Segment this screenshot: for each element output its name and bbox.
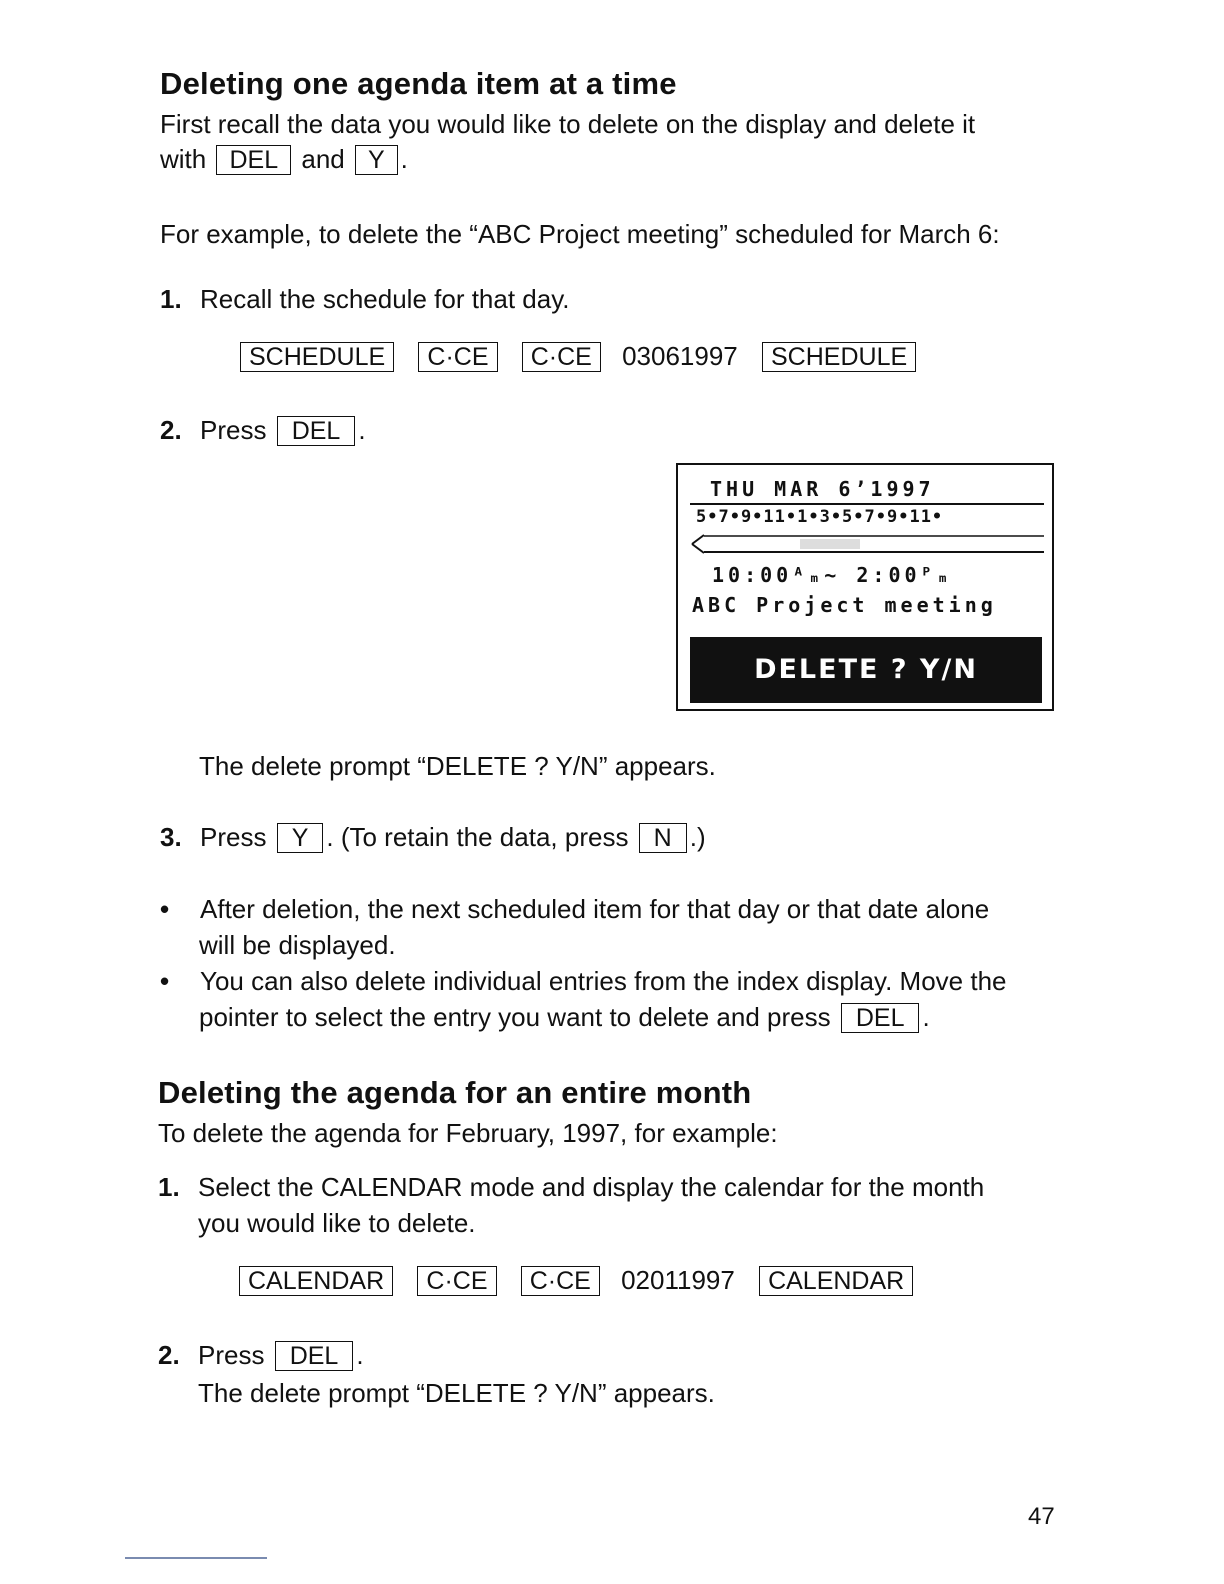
section-heading-delete-one: Deleting one agenda item at a time (160, 66, 677, 101)
bullet-2 (160, 963, 1006, 999)
bullet-2-line-2: pointer to select the entry you want to delete and press (199, 1002, 831, 1032)
period: . (922, 1002, 930, 1032)
key-schedule: SCHEDULE (240, 342, 394, 372)
bullet-2-line-1: You can also delete individual entries from the index display. Move the (200, 966, 1007, 996)
section2-step-1 (158, 1169, 984, 1205)
key-cce: C·CE (522, 342, 601, 372)
page-number: 47 (1028, 1503, 1055, 1530)
step-3-end: .) (689, 822, 706, 852)
period: . (356, 1340, 364, 1370)
intro-line-1: First recall the data you would like to delete on the display and delete it (160, 109, 976, 139)
lcd-time-line: 10:00ᴬₘ~ 2:00ᴾₘ (712, 563, 953, 587)
intro-with: with (160, 144, 207, 174)
bullet-2-line-2-row (199, 999, 930, 1035)
date-entry: 03061997 (622, 341, 738, 371)
key-calendar: CALENDAR (239, 1266, 393, 1296)
step-3-number: 3. (160, 822, 182, 852)
section2-step-1-line-1: Select the CALENDAR mode and display the calendar for the month (198, 1172, 985, 1202)
step-2-press: Press (200, 415, 267, 445)
lcd-title-line: ABC Project meeting (692, 593, 997, 617)
key-del: DEL (275, 1341, 354, 1371)
key-sequence-1 (237, 341, 930, 372)
key-n: N (639, 823, 687, 853)
key-schedule: SCHEDULE (762, 342, 916, 372)
footer-rule (125, 1557, 267, 1559)
bullet-1-line-2: will be displayed. (199, 930, 396, 960)
section-heading-delete-month: Deleting the agenda for an entire month (158, 1075, 752, 1110)
bullet-mark: • (160, 966, 170, 996)
key-cce: C·CE (521, 1266, 600, 1296)
lcd-delete-prompt: DELETE ? Y/N (690, 637, 1042, 703)
step-3-retain: . (To retain the data, press (326, 822, 629, 852)
key-calendar: CALENDAR (759, 1266, 913, 1296)
step-1-number: 1. (160, 284, 182, 314)
lcd-hours-line: 5•7•9•11•1•3•5•7•9•11• (696, 507, 944, 527)
date-entry: 02011997 (621, 1265, 735, 1295)
step-2-number: 2. (160, 415, 182, 445)
section2-step-2 (158, 1337, 364, 1373)
step-3-press: Press (200, 822, 267, 852)
section2-step-1-line-2: you would like to delete. (198, 1208, 476, 1238)
key-cce: C·CE (418, 342, 497, 372)
key-y: Y (355, 145, 398, 175)
intro-line-2 (160, 141, 408, 177)
section2-prompt-note: The delete prompt “DELETE ? Y/N” appears. (198, 1378, 715, 1408)
key-del: DEL (216, 145, 291, 175)
lcd-divider (690, 503, 1044, 505)
key-y: Y (277, 823, 324, 853)
key-sequence-2 (236, 1265, 927, 1296)
lcd-display (676, 463, 1054, 711)
step-1-number: 1. (158, 1172, 180, 1202)
intro-and: and (301, 144, 345, 174)
bullet-1 (160, 891, 989, 927)
key-del: DEL (277, 416, 356, 446)
key-del: DEL (841, 1003, 920, 1033)
lcd-time-bar (690, 533, 1046, 555)
step-2-number: 2. (158, 1340, 180, 1370)
prompt-note: The delete prompt “DELETE ? Y/N” appears. (199, 751, 716, 781)
intro-end: . (400, 144, 408, 174)
period: . (358, 415, 366, 445)
step-3 (160, 819, 706, 855)
step-1-text: Recall the schedule for that day. (200, 284, 570, 314)
bullet-1-line-1: After deletion, the next scheduled item for that day or that date alone (200, 894, 990, 924)
key-cce: C·CE (417, 1266, 496, 1296)
step-2 (160, 412, 366, 448)
section2-intro: To delete the agenda for February, 1997, for example: (158, 1118, 778, 1148)
example-text: For example, to delete the “ABC Project meeting” scheduled for March 6: (160, 219, 1000, 249)
step-1 (160, 281, 570, 317)
section2-step-2-press: Press (198, 1340, 265, 1370)
bullet-mark: • (160, 894, 170, 924)
lcd-date-line: THU MAR 6’1997 (710, 477, 935, 501)
